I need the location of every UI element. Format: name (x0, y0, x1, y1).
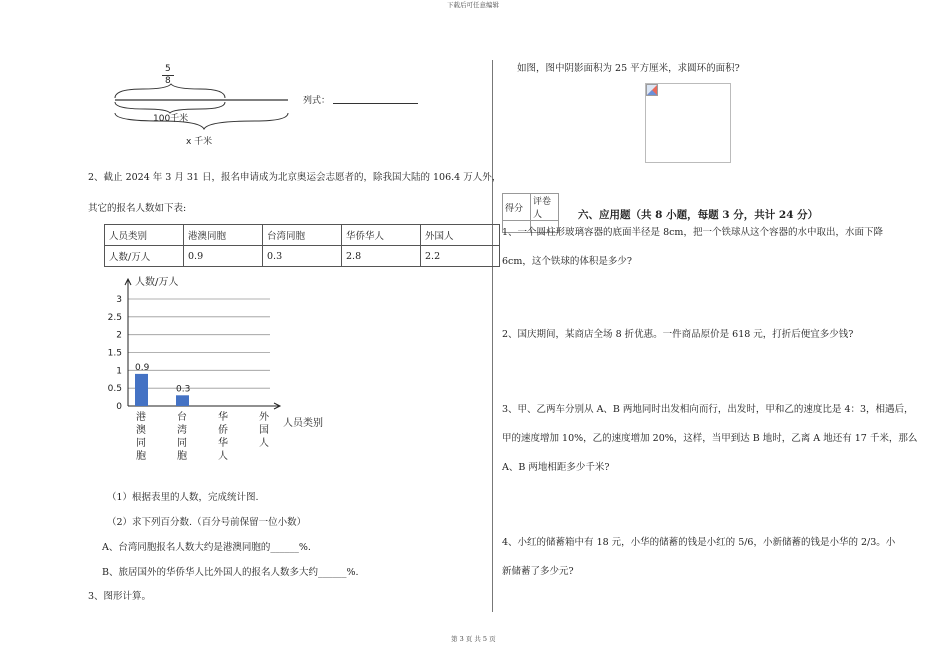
label-100km: 100千米 (153, 114, 189, 124)
x-tick-label: 华 (218, 412, 228, 423)
table-cell: 0.9 (184, 246, 263, 267)
y-tick-label: 1.5 (107, 348, 122, 359)
bar (135, 374, 148, 406)
app-q3-line2: 甲的速度增加 10%，乙的速度增加 20%，这样，当甲到达 B 地时，乙离 A 地还有 17 千米，那么 (502, 433, 918, 444)
y-tick-label: 2 (116, 330, 122, 341)
q2-subA: A、台湾同胞报名人数大约是港澳同胞的______%. (102, 542, 311, 553)
table-cell: 外国人 (421, 225, 500, 246)
section-title: 六、应用题（共 8 小题，每题 3 分，共计 24 分） (578, 209, 819, 221)
bar (176, 395, 189, 406)
app-q2: 2、国庆期间，某商店全场 8 折优惠。一件商品原价是 618 元，打折后便宜多少钱? (502, 329, 854, 340)
x-tick-label: 侨 (218, 425, 228, 436)
page-footer: 第 3 页 共 5 页 (451, 635, 496, 643)
y-tick-label: 0.5 (107, 384, 122, 395)
formula-blank[interactable] (333, 103, 418, 104)
grader-label: 评卷人 (531, 194, 559, 221)
q2-line1: 2、截止 2024 年 3 月 31 日，报名申请成为北京奥运会志愿者的，除我国大陆的 106.4 万人外， (88, 172, 502, 183)
table-cell: 2.8 (342, 246, 421, 267)
label-x-km: x 千米 (186, 137, 213, 147)
x-tick-label: 胞 (136, 451, 146, 462)
table-cell: 华侨华人 (342, 225, 421, 246)
fraction-denominator: 8 (165, 76, 171, 86)
page-header: 下载后可任意编辑 (447, 1, 499, 9)
data-label: 0.9 (135, 362, 150, 373)
x-tick-label: 台 (177, 412, 187, 423)
x-tick-label: 湾 (177, 425, 187, 436)
table-row (105, 246, 500, 267)
q3-title: 3、图形计算。 (88, 591, 152, 602)
q2-sub2: （2）求下列百分数.（百分号前保留一位小数） (107, 517, 307, 528)
app-q3-line3: A、B 两地相距多少千米? (502, 462, 610, 473)
bar-chart (100, 270, 350, 470)
score-label: 得分 (503, 194, 531, 221)
y-tick-label: 2.5 (107, 312, 122, 323)
x-tick-label: 澳 (136, 425, 146, 436)
table-cell: 人数/万人 (105, 246, 184, 267)
chart-ylabel: 人数/万人 (135, 277, 179, 288)
registration-table (104, 224, 500, 267)
q2-line2: 其它的报名人数如下表: (88, 203, 187, 214)
q2-subB: B、旅居国外的华侨华人比外国人的报名人数多大约______%. (102, 567, 359, 578)
y-tick-label: 3 (116, 295, 122, 305)
ring-figure-icon (646, 84, 658, 96)
ring-question: 如图，图中阴影面积为 25 平方厘米，求圆环的面积? (517, 63, 740, 74)
table-cell: 人员类别 (105, 225, 184, 246)
table-cell: 0.3 (263, 246, 342, 267)
table-cell: 2.2 (421, 246, 500, 267)
formula-label: 列式： (303, 96, 331, 106)
app-q1-line1: 1、一个圆柱形玻璃容器的底面半径是 8cm，把一个铁球从这个容器的水中取出，水面下降 (502, 227, 883, 238)
y-tick-label: 0 (116, 402, 122, 412)
x-tick-label: 国 (259, 425, 269, 436)
app-q4-line2: 新储蓄了多少元? (502, 566, 574, 577)
app-q1-line2: 6cm，这个铁球的体积是多少? (502, 256, 632, 267)
table-header-row (105, 225, 500, 246)
data-label: 0.3 (176, 384, 191, 395)
x-tick-label: 同 (177, 438, 187, 449)
table-cell: 台湾同胞 (263, 225, 342, 246)
column-divider (492, 60, 493, 612)
table-cell: 港澳同胞 (184, 225, 263, 246)
x-tick-label: 人 (259, 438, 269, 449)
x-tick-label: 港 (136, 412, 146, 423)
ring-figure-box (645, 83, 731, 163)
x-tick-label: 同 (136, 438, 146, 449)
x-tick-label: 胞 (177, 451, 187, 462)
y-tick-label: 1 (116, 366, 122, 377)
q2-sub1: （1）根据表里的人数，完成统计图. (107, 492, 259, 503)
x-tick-label: 人 (218, 451, 228, 462)
chart-xlabel: 人员类别 (283, 418, 323, 429)
x-tick-label: 外 (259, 412, 269, 423)
app-q4-line1: 4、小红的储蓄箱中有 18 元，小华的储蓄的钱是小红的 5/6，小新储蓄的钱是小华的 2/3。小 (502, 537, 896, 548)
fraction-numerator: 5 (165, 64, 171, 74)
x-tick-label: 华 (218, 438, 228, 449)
segment-braces (105, 83, 295, 133)
app-q3-line1: 3、甲、乙两车分别从 A、B 两地同时出发相向而行，出发时，甲和乙的速度比是 4：3，相遇后， (502, 404, 914, 415)
